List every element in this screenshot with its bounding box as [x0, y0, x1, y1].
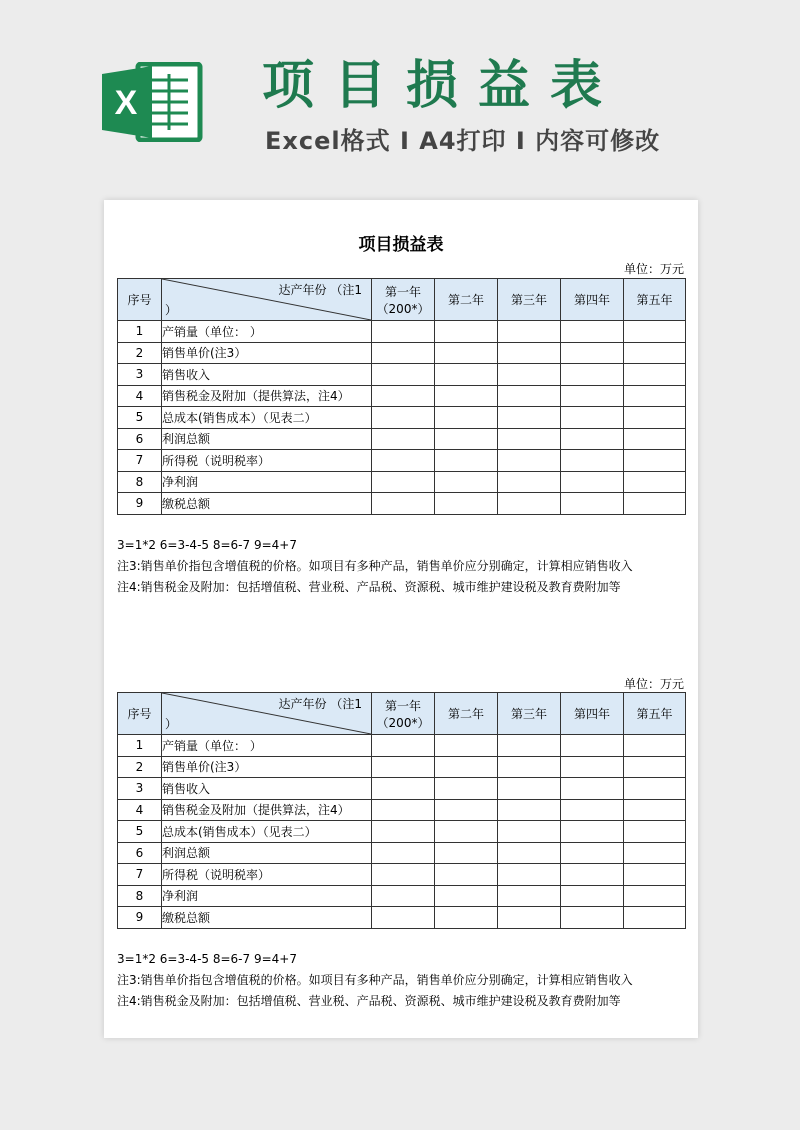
table-row: [118, 756, 686, 778]
table-header-row: [118, 279, 686, 321]
value-cell-year5[interactable]: [624, 799, 686, 821]
note-formula: 3=1*2 6=3-4-5 8=6-7 9=4+7: [117, 952, 297, 966]
banner: [0, 0, 800, 185]
value-cell-year2[interactable]: [435, 428, 498, 450]
table-row: [118, 778, 686, 800]
value-cell-year5[interactable]: [624, 864, 686, 886]
header-year-label-end: ）: [165, 717, 178, 731]
row-item-label: 总成本(销售成本）（见表二）: [162, 821, 372, 843]
value-cell-year2[interactable]: [435, 842, 498, 864]
value-cell-year1[interactable]: [372, 493, 435, 515]
unit-label: 单位：万元: [623, 677, 684, 691]
value-cell-year4[interactable]: [561, 756, 624, 778]
row-number: 7: [118, 864, 162, 886]
row-item-label: 利润总额: [162, 428, 372, 450]
banner-subtitle: Excel格式 I A4打印 I 内容可修改: [265, 127, 661, 155]
value-cell-year1[interactable]: [372, 756, 435, 778]
header-year5: 第五年: [624, 279, 686, 321]
row-number: 3: [118, 364, 162, 386]
row-item-label: 产销量（单位： ）: [162, 321, 372, 343]
value-cell-year3[interactable]: [498, 756, 561, 778]
value-cell-year3[interactable]: [498, 907, 561, 929]
value-cell-year4[interactable]: [561, 342, 624, 364]
value-cell-year3[interactable]: [498, 364, 561, 386]
table-row: [118, 364, 686, 386]
value-cell-year4[interactable]: [561, 471, 624, 493]
value-cell-year5[interactable]: [624, 885, 686, 907]
value-cell-year3[interactable]: [498, 342, 561, 364]
table-row: [118, 493, 686, 515]
note-4: 注4:销售税金及附加：包括增值税、营业税、产品税、资源税、城市维护建设税及教育费附加等: [117, 580, 621, 594]
row-item-label: 净利润: [162, 885, 372, 907]
value-cell-year3[interactable]: [498, 428, 561, 450]
value-cell-year1[interactable]: [372, 385, 435, 407]
value-cell-year5[interactable]: [624, 407, 686, 429]
header-seq: 序号: [118, 279, 162, 321]
row-number: 1: [118, 735, 162, 757]
excel-icon: [100, 62, 205, 142]
value-cell-year1[interactable]: [372, 885, 435, 907]
row-number: 8: [118, 885, 162, 907]
row-number: 4: [118, 799, 162, 821]
table-row: [118, 342, 686, 364]
row-item-label: 销售税金及附加（提供算法，注4）: [162, 385, 372, 407]
table-header-row: [118, 693, 686, 735]
value-cell-year5[interactable]: [624, 907, 686, 929]
table-row: [118, 799, 686, 821]
header-year-label-end: ）: [165, 303, 178, 317]
value-cell-year2[interactable]: [435, 864, 498, 886]
value-cell-year1[interactable]: [372, 735, 435, 757]
value-cell-year3[interactable]: [498, 471, 561, 493]
value-cell-year2[interactable]: [435, 321, 498, 343]
value-cell-year3[interactable]: [498, 842, 561, 864]
value-cell-year4[interactable]: [561, 385, 624, 407]
value-cell-year3[interactable]: [498, 885, 561, 907]
value-cell-year3[interactable]: [498, 735, 561, 757]
value-cell-year4[interactable]: [561, 364, 624, 386]
row-number: 3: [118, 778, 162, 800]
value-cell-year2[interactable]: [435, 385, 498, 407]
row-item-label: 缴税总额: [162, 493, 372, 515]
row-item-label: 产销量（单位： ）: [162, 735, 372, 757]
value-cell-year2[interactable]: [435, 493, 498, 515]
row-number: 8: [118, 471, 162, 493]
value-cell-year1[interactable]: [372, 799, 435, 821]
value-cell-year2[interactable]: [435, 450, 498, 472]
header-seq: 序号: [118, 693, 162, 735]
value-cell-year3[interactable]: [498, 778, 561, 800]
row-number: 7: [118, 450, 162, 472]
value-cell-year5[interactable]: [624, 735, 686, 757]
value-cell-year4[interactable]: [561, 428, 624, 450]
value-cell-year5[interactable]: [624, 778, 686, 800]
value-cell-year4[interactable]: [561, 493, 624, 515]
value-cell-year5[interactable]: [624, 385, 686, 407]
value-cell-year3[interactable]: [498, 321, 561, 343]
document-title: 项目损益表: [358, 235, 444, 255]
value-cell-year5[interactable]: [624, 821, 686, 843]
row-item-label: 销售单价(注3）: [162, 342, 372, 364]
value-cell-year1[interactable]: [372, 842, 435, 864]
value-cell-year3[interactable]: [498, 799, 561, 821]
header-year4: 第四年: [561, 693, 624, 735]
note-formula: 3=1*2 6=3-4-5 8=6-7 9=4+7: [117, 538, 297, 552]
value-cell-year4[interactable]: [561, 778, 624, 800]
table-row: [118, 321, 686, 343]
value-cell-year1[interactable]: [372, 907, 435, 929]
value-cell-year5[interactable]: [624, 364, 686, 386]
table-row: [118, 842, 686, 864]
row-number: 2: [118, 756, 162, 778]
row-item-label: 销售收入: [162, 778, 372, 800]
value-cell-year5[interactable]: [624, 450, 686, 472]
table-row: [118, 471, 686, 493]
value-cell-year3[interactable]: [498, 864, 561, 886]
table-row: [118, 450, 686, 472]
value-cell-year5[interactable]: [624, 321, 686, 343]
row-number: 5: [118, 407, 162, 429]
value-cell-year2[interactable]: [435, 364, 498, 386]
row-number: 1: [118, 321, 162, 343]
value-cell-year4[interactable]: [561, 799, 624, 821]
header-year-label: 达产年份 （注1: [278, 697, 362, 711]
value-cell-year4[interactable]: [561, 407, 624, 429]
value-cell-year4[interactable]: [561, 821, 624, 843]
value-cell-year5[interactable]: [624, 471, 686, 493]
row-number: 5: [118, 821, 162, 843]
value-cell-year4[interactable]: [561, 450, 624, 472]
header-diagonal: [162, 693, 372, 735]
value-cell-year2[interactable]: [435, 907, 498, 929]
profit-loss-table: [117, 278, 686, 515]
value-cell-year2[interactable]: [435, 407, 498, 429]
table-row: [118, 885, 686, 907]
value-cell-year1[interactable]: [372, 364, 435, 386]
value-cell-year5[interactable]: [624, 842, 686, 864]
value-cell-year1[interactable]: [372, 428, 435, 450]
value-cell-year5[interactable]: [624, 342, 686, 364]
value-cell-year4[interactable]: [561, 842, 624, 864]
profit-loss-table: [117, 692, 686, 929]
value-cell-year1[interactable]: [372, 471, 435, 493]
document-page: [104, 200, 698, 1038]
header-year1: 第一年（200*）: [372, 693, 435, 735]
table-row: [118, 821, 686, 843]
value-cell-year4[interactable]: [561, 864, 624, 886]
table-row: [118, 735, 686, 757]
value-cell-year3[interactable]: [498, 450, 561, 472]
value-cell-year3[interactable]: [498, 493, 561, 515]
formula-notes: [117, 949, 633, 1012]
value-cell-year2[interactable]: [435, 821, 498, 843]
row-number: 6: [118, 842, 162, 864]
row-item-label: 所得税（说明税率）: [162, 450, 372, 472]
row-item-label: 销售收入: [162, 364, 372, 386]
value-cell-year5[interactable]: [624, 493, 686, 515]
row-item-label: 净利润: [162, 471, 372, 493]
header-diagonal: [162, 279, 372, 321]
value-cell-year4[interactable]: [561, 321, 624, 343]
header-year5: 第五年: [624, 693, 686, 735]
value-cell-year1[interactable]: [372, 450, 435, 472]
header-year2: 第二年: [435, 279, 498, 321]
value-cell-year5[interactable]: [624, 756, 686, 778]
value-cell-year4[interactable]: [561, 735, 624, 757]
table-row: [118, 407, 686, 429]
row-item-label: 总成本(销售成本）（见表二）: [162, 407, 372, 429]
header-year3: 第三年: [498, 693, 561, 735]
value-cell-year2[interactable]: [435, 885, 498, 907]
value-cell-year1[interactable]: [372, 864, 435, 886]
value-cell-year3[interactable]: [498, 407, 561, 429]
value-cell-year2[interactable]: [435, 471, 498, 493]
row-item-label: 缴税总额: [162, 907, 372, 929]
value-cell-year1[interactable]: [372, 821, 435, 843]
row-number: 9: [118, 907, 162, 929]
value-cell-year2[interactable]: [435, 799, 498, 821]
row-item-label: 利润总额: [162, 842, 372, 864]
table-row: [118, 428, 686, 450]
header-year3: 第三年: [498, 279, 561, 321]
value-cell-year5[interactable]: [624, 428, 686, 450]
table-row: [118, 385, 686, 407]
header-year4: 第四年: [561, 279, 624, 321]
note-3: 注3:销售单价指包含增值税的价格。如项目有多种产品，销售单价应分别确定，计算相应销售收入: [117, 559, 633, 573]
banner-title: 项目损益表: [262, 56, 623, 116]
table-row: [118, 907, 686, 929]
formula-notes: [117, 535, 633, 598]
unit-label: 单位：万元: [623, 262, 684, 276]
note-3: 注3:销售单价指包含增值税的价格。如项目有多种产品，销售单价应分别确定，计算相应销售收入: [117, 973, 633, 987]
value-cell-year1[interactable]: [372, 321, 435, 343]
row-item-label: 销售税金及附加（提供算法，注4）: [162, 799, 372, 821]
row-number: 6: [118, 428, 162, 450]
header-year1: 第一年（200*）: [372, 279, 435, 321]
value-cell-year2[interactable]: [435, 735, 498, 757]
value-cell-year3[interactable]: [498, 385, 561, 407]
value-cell-year2[interactable]: [435, 778, 498, 800]
value-cell-year2[interactable]: [435, 342, 498, 364]
row-number: 4: [118, 385, 162, 407]
note-4: 注4:销售税金及附加：包括增值税、营业税、产品税、资源税、城市维护建设税及教育费附加等: [117, 994, 621, 1008]
value-cell-year1[interactable]: [372, 407, 435, 429]
table-row: [118, 864, 686, 886]
value-cell-year1[interactable]: [372, 778, 435, 800]
value-cell-year4[interactable]: [561, 885, 624, 907]
value-cell-year2[interactable]: [435, 756, 498, 778]
row-number: 9: [118, 493, 162, 515]
header-year-label: 达产年份 （注1: [278, 283, 362, 297]
value-cell-year3[interactable]: [498, 821, 561, 843]
row-item-label: 销售单价(注3）: [162, 756, 372, 778]
value-cell-year4[interactable]: [561, 907, 624, 929]
excel-logo-letter: X: [114, 84, 138, 122]
value-cell-year1[interactable]: [372, 342, 435, 364]
row-item-label: 所得税（说明税率）: [162, 864, 372, 886]
header-year2: 第二年: [435, 693, 498, 735]
row-number: 2: [118, 342, 162, 364]
